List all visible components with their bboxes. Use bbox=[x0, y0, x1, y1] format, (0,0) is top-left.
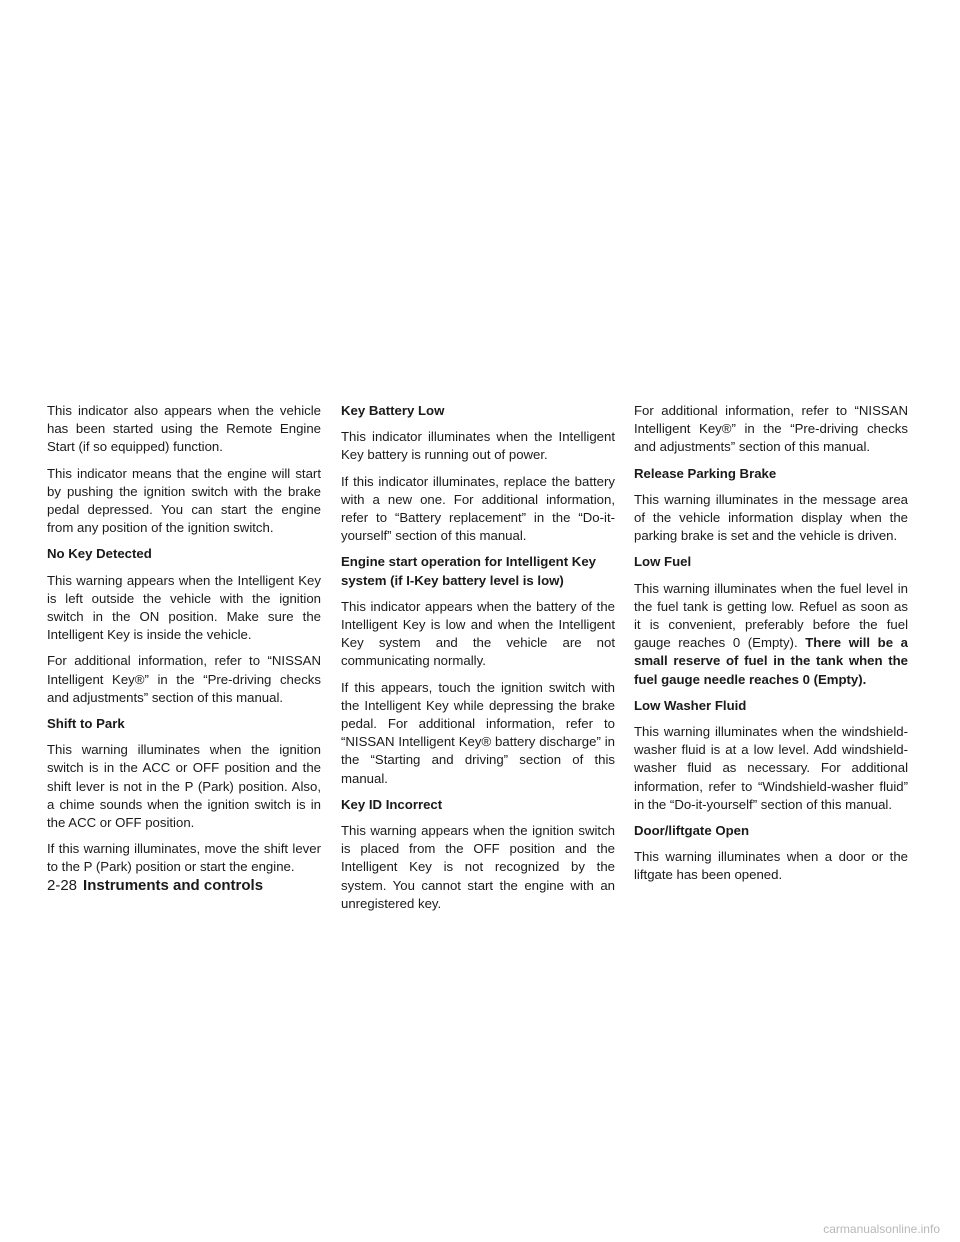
paragraph-intelligent-key-reference: For additional information, refer to “NISSAN Intelligent Key®” in the “Pre-driving checks and adjustments” section of this manual. bbox=[634, 403, 908, 455]
text-column-3 bbox=[634, 402, 908, 893]
paragraph-engine-start-action: If this appears, touch the ignition switch with the Intelligent Key while depressing the brake pedal. For additional information, refer to “NISSAN Intelligent Key® battery discharge” in the “Starting and driving” section of this manual. bbox=[341, 679, 615, 786]
paragraph-engine-start-indicator: This indicator means that the engine will start by pushing the ignition switch with the brake pedal depressed. You can start the engine from any position of the ignition switch. bbox=[47, 465, 321, 536]
low-fuel-text: This warning illuminates when the fuel level in the fuel tank is getting low. Refuel as soon as it is convenient, preferably before the fuel gauge reaches 0 (Empty). bbox=[634, 580, 908, 651]
paragraph-no-key-reference: For additional information, refer to “NISSAN Intelligent Key®” in the “Pre-driving checks and adjustments” section of this manual. bbox=[47, 653, 321, 705]
page-number: 2-28 bbox=[47, 877, 78, 894]
paragraph-remote-start: This indicator also appears when the vehicle has been started using the Remote Engine Start (if so equipped) function. bbox=[47, 403, 321, 455]
paragraph-key-battery-replace: If this indicator illuminates, replace the battery with a new one. For additional information, refer to “Battery replacement” in the “Do-it-yourself” section of this manual. bbox=[341, 473, 615, 544]
watermark: carmanualsonline.info bbox=[823, 1222, 940, 1236]
paragraph-release-parking-brake: This warning illuminates in the message area of the vehicle information display when the parking brake is set and the vehicle is driven. bbox=[634, 491, 908, 544]
paragraph-engine-start-operation: This indicator appears when the battery of the Intelligent Key is low and when the Intelligent Key system and the vehicle are not communicating normally. bbox=[341, 598, 615, 669]
heading-no-key-detected: No Key Detected bbox=[47, 546, 152, 562]
paragraph-shift-to-park-action: If this warning illuminates, move the shift lever to the P (Park) position or start the engine. bbox=[47, 841, 321, 875]
paragraph-key-battery-low: This indicator illuminates when the Intelligent Key battery is running out of power. bbox=[341, 429, 615, 463]
heading-engine-start-operation: Engine start operation for Intelligent Key system (if I-Key battery level is low) bbox=[341, 554, 596, 588]
page-footer bbox=[47, 877, 263, 895]
heading-key-battery-low: Key Battery Low bbox=[341, 403, 445, 418]
paragraph-low-fuel bbox=[634, 580, 908, 689]
heading-low-washer-fluid: Low Washer Fluid bbox=[634, 697, 747, 713]
heading-key-id-incorrect: Key ID Incorrect bbox=[341, 796, 443, 812]
heading-low-fuel: Low Fuel bbox=[634, 554, 692, 570]
paragraph-no-key-detected: This warning appears when the Intelligent Key is left outside the vehicle with the ignition switch in the ON position. Make sure the Intelligent Key is inside the vehicle. bbox=[47, 572, 321, 643]
heading-door-liftgate-open: Door/liftgate Open bbox=[634, 823, 750, 839]
low-fuel-warning-bold: There will be a small reserve of fuel in the tank when the fuel gauge needle reaches 0 (Empty). bbox=[634, 635, 908, 687]
footer-section-title: Instruments and controls bbox=[83, 877, 264, 894]
paragraph-low-washer-fluid: This warning illuminates when the windshield-washer fluid is at a low level. Add windshield-washer fluid as necessary. For additional information, refer to “Windshield-washer fluid” in the “Do-it-yourself” section of this manual. bbox=[634, 724, 908, 812]
paragraph-shift-to-park: This warning illuminates when the ignition switch is in the ACC or OFF position and the shift lever is not in the P (Park) position. Also, a chime sounds when the ignition switch is in the ACC or OFF position. bbox=[47, 742, 321, 831]
heading-release-parking-brake: Release Parking Brake bbox=[634, 465, 777, 481]
paragraph-door-liftgate-open: This warning illuminates when a door or the liftgate has been opened. bbox=[634, 849, 908, 883]
paragraph-key-id-incorrect: This warning appears when the ignition switch is placed from the OFF position and the Intelligent Key is not recognized by the system. You cannot start the engine with an unregistered key. bbox=[341, 823, 615, 911]
text-column-2 bbox=[341, 402, 615, 921]
text-column-1 bbox=[47, 402, 321, 885]
heading-shift-to-park: Shift to Park bbox=[47, 716, 125, 732]
